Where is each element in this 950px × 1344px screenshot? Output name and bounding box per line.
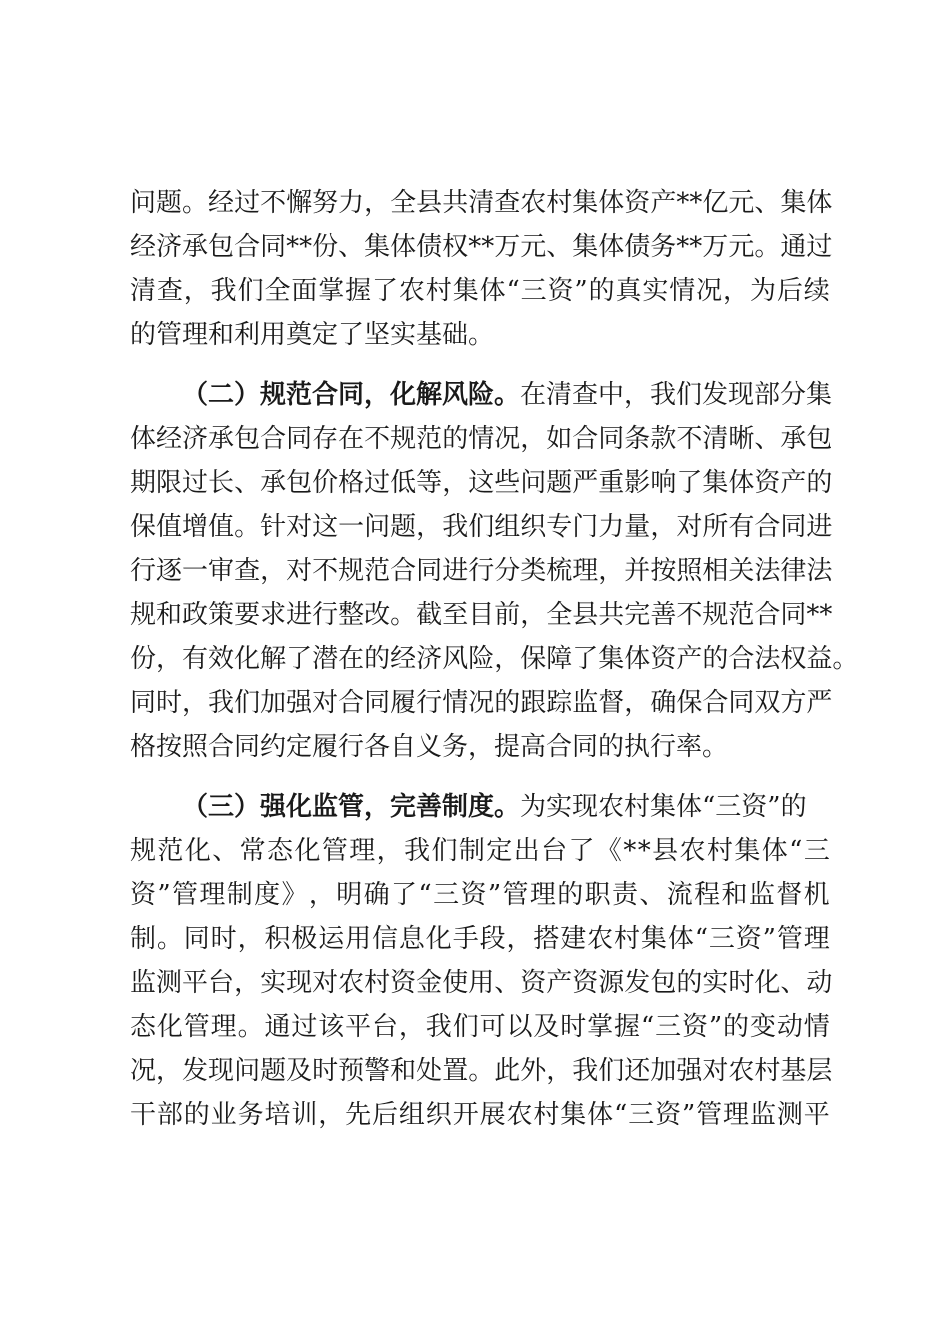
text-line: 的管理和利用奠定了坚实基础。 xyxy=(130,320,495,350)
section-heading: （二）规范合同，化解风险。 xyxy=(182,380,521,410)
text-line: 态 化 管 理 。 通 过 该 平 台 ， 我 们 可 以 及 时 掌 握 “ 三 资 ” 的 变 动 情 xyxy=(130,1012,830,1042)
text-line: 问 题 。 经 过 不 懈 努 力 ， 全 县 共 清 查 农 村 集 体 资 产 * * 亿 元 、 集 体 xyxy=(130,188,833,218)
text-line: 监 测 平 台 ， 实 现 对 农 村 资 金 使 用 、 资 产 资 源 发 包 的 实 时 化 、 动 xyxy=(130,968,833,998)
paragraph-2 xyxy=(130,373,859,769)
text-line: （二）规范合同，化解风险。 在清查中，我们发现部分集 xyxy=(130,373,830,417)
text-line: 行 逐 一 审 查 ， 对 不 规 范 合 同 进 行 分 类 梳 理 ， 并 按 照 相 关 法 律 法 xyxy=(130,556,833,586)
text-line: 经 济 承 包 合 同 * * 份 、 集 体 债 权 * * 万 元 、 集 体 债 务 * * 万 元 。 通 过 xyxy=(130,232,833,262)
text-line: 期 限 过 长 、 承 包 价 格 过 低 等 ， 这 些 问 题 严 重 影 响 了 集 体 资 产 的 xyxy=(130,468,833,498)
text-line: 体 经 济 承 包 合 同 存 在 不 规 范 的 情 况 ， 如 合 同 条 款 不 清 晰 、 承 包 xyxy=(130,424,833,454)
text-line: 同 时 ， 我 们 加 强 对 合 同 履 行 情 况 的 跟 踪 监 督 ， 确 保 合 同 双 方 严 xyxy=(130,688,833,718)
paragraph-3 xyxy=(130,785,833,1137)
text-line: （三）强化监管，完善制度。 为实现农村集体“三资”的 xyxy=(130,785,830,829)
text-line: 规 和 政 策 要 求 进 行 整 改 。 截 至 目 前 ， 全 县 共 完 善 不 规 范 合 同 * * xyxy=(130,600,833,630)
section-heading: （三）强化监管，完善制度。 xyxy=(182,792,521,822)
text-line: 资 ” 管 理 制 度 》 ， 明 确 了 “ 三 资 ” 管 理 的 职 责 、 流 程 和 监 督 机 xyxy=(130,880,830,910)
text-line: 清 查 ， 我 们 全 面 掌 握 了 农 村 集 体 “ 三 资 ” 的 真 实 情 况 ， 为 后 续 xyxy=(130,276,830,306)
text-line: 格按照合同约定履行各自义务，提高合同的执行率。 xyxy=(130,732,729,762)
text-line: 制 。 同 时 ， 积 极 运 用 信 息 化 手 段 ， 搭 建 农 村 集 体 “ 三 资 ” 管 理 xyxy=(130,924,830,954)
text-line: 份 ， 有 效 化 解 了 潜 在 的 经 济 风 险 ， 保 障 了 集 体 资 产 的 合 法 权 益 。 xyxy=(130,644,859,674)
text-line: 干 部 的 业 务 培 训 ， 先 后 组 织 开 展 农 村 集 体 “ 三 资 ” 管 理 监 测 平 xyxy=(130,1100,830,1130)
text-line: 规 范 化 、 常 态 化 管 理 ， 我 们 制 定 出 台 了 《 * * 县 农 村 集 体 “ 三 xyxy=(130,836,830,866)
paragraph-1 xyxy=(130,181,833,357)
text-line: 况 ， 发 现 问 题 及 时 预 警 和 处 置 。 此 外 ， 我 们 还 加 强 对 农 村 基 层 xyxy=(130,1056,833,1086)
text-line: 保 值 增 值 。 针 对 这 一 问 题 ， 我 们 组 织 专 门 力 量 ， 对 所 有 合 同 进 xyxy=(130,512,833,542)
